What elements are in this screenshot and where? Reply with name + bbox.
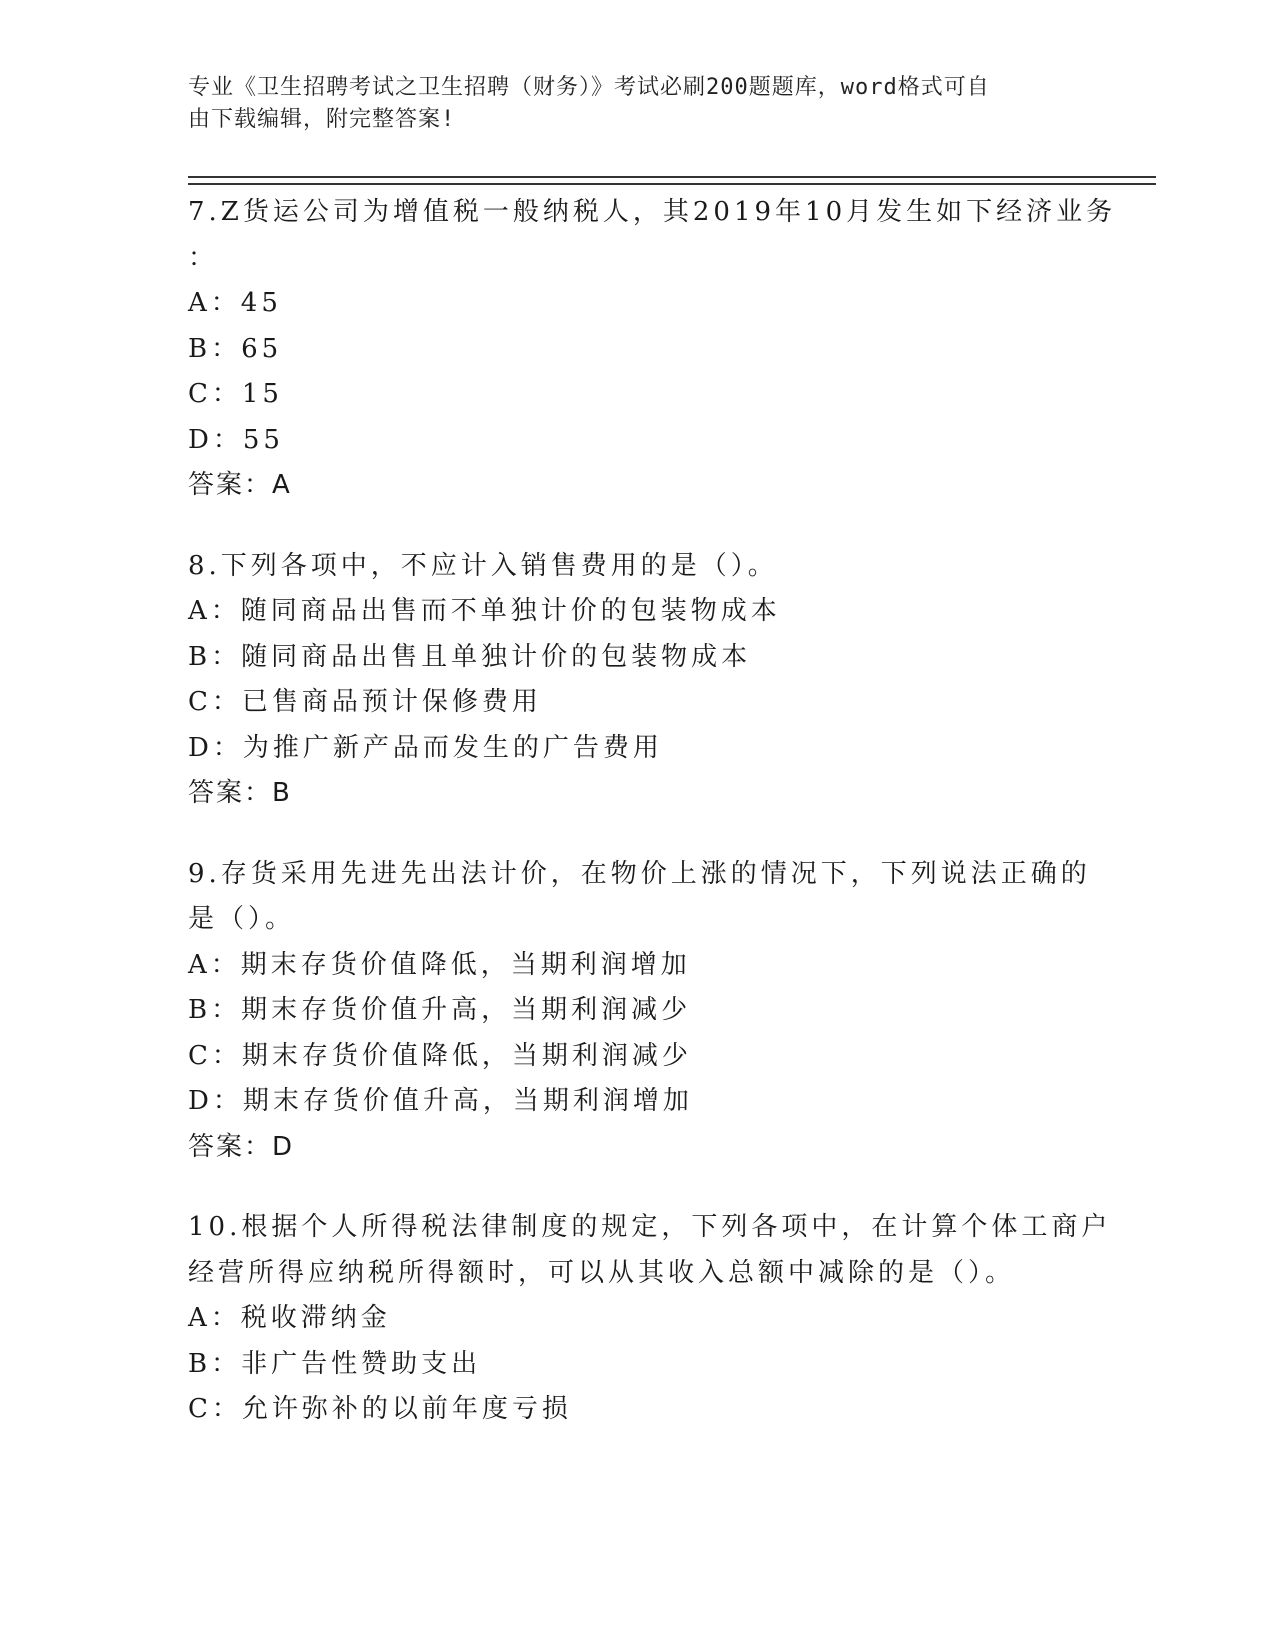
question-stem: 10.根据个人所得税法律制度的规定，下列各项中，在计算个体工商户 (188, 1212, 1112, 1242)
answer-key: 答案：B (188, 778, 292, 808)
document-header (188, 72, 1088, 136)
option-a: A：税收滞纳金 (188, 1303, 391, 1333)
option-b: B：非广告性赞助支出 (188, 1348, 482, 1379)
header-divider-top (188, 176, 1156, 178)
question-7 (188, 190, 1117, 509)
option-b: B：期末存货价值升高，当期利润减少 (188, 995, 692, 1025)
option-c: C：15 (188, 379, 283, 409)
option-d: D：期末存货价值升高，当期利润增加 (188, 1086, 693, 1116)
option-a: A：随同商品出售而不单独计价的包装物成本 (188, 596, 781, 626)
option-a: A：45 (188, 288, 282, 318)
option-b: B：随同商品出售且单独计价的包装物成本 (188, 641, 752, 672)
question-stem: 是（）。 (188, 904, 296, 934)
question-stem: 经营所得应纳税所得额时，可以从其收入总额中减除的是（）。 (188, 1257, 1016, 1288)
option-b: B：65 (188, 333, 283, 364)
question-list (188, 190, 1117, 1468)
header-line-2: 由下载编辑，附完整答案! (188, 107, 456, 132)
question-stem: 7.Z货运公司为增值税一般纳税人，其2019年10月发生如下经济业务 (188, 197, 1117, 227)
answer-key: 答案：A (188, 470, 292, 500)
question-stem: 8.下列各项中，不应计入销售费用的是（）。 (188, 550, 778, 581)
option-c: C：允许弥补的以前年度亏损 (188, 1394, 572, 1424)
option-c: C：已售商品预计保修费用 (188, 687, 542, 717)
question-10 (188, 1205, 1112, 1433)
option-c: C：期末存货价值降低，当期利润减少 (188, 1040, 692, 1071)
header-line-1: 专业《卫生招聘考试之卫生招聘（财务）》考试必刷200题题库，word格式可自 (188, 75, 990, 100)
option-a: A：期末存货价值降低，当期利润增加 (188, 949, 691, 980)
question-8 (188, 544, 1088, 817)
question-9 (188, 852, 1091, 1171)
option-d: D：为推广新产品而发生的广告费用 (188, 732, 663, 763)
answer-key: 答案：D (188, 1131, 295, 1162)
question-stem: ： (188, 242, 219, 273)
header-divider-bottom (188, 183, 1156, 185)
option-d: D：55 (188, 424, 284, 455)
question-stem: 9.存货采用先进先出法计价，在物价上涨的情况下，下列说法正确的 (188, 858, 1091, 889)
